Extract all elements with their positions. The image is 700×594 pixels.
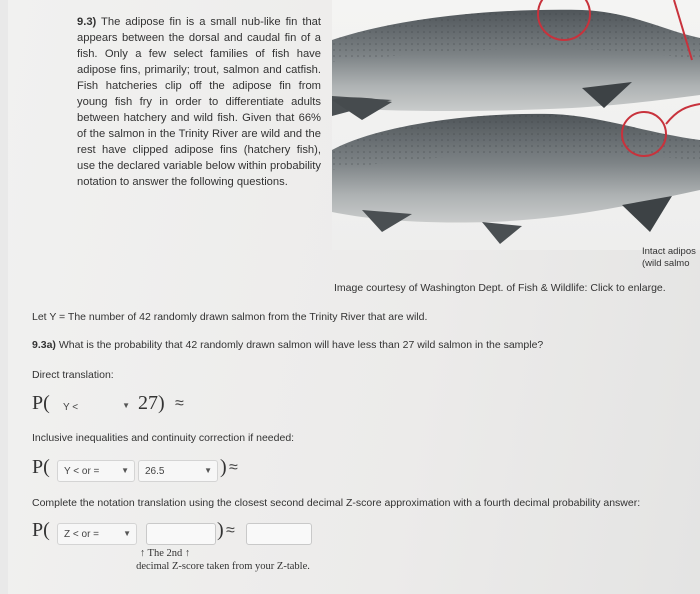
inclusive-value: 26.5 (145, 465, 165, 477)
image-credit-link[interactable]: Image courtesy of Washington Dept. of Fish & Wildlife: Click to enlarge. (334, 282, 666, 294)
caption-line-1: Intact adipos (642, 246, 696, 257)
photo-caption (642, 246, 700, 270)
direct-dropdown-value: Y < (63, 401, 79, 413)
direct-approx-symbol: ≈ (175, 395, 184, 412)
chevron-down-icon: ▼ (123, 529, 131, 538)
inclusive-inequality-dropdown[interactable] (57, 460, 135, 482)
inclusive-p-symbol: P( (32, 456, 50, 478)
probability-answer-input[interactable] (246, 523, 312, 545)
chevron-down-icon: ▼ (121, 466, 129, 475)
inclusive-approx-symbol: ≈ (229, 459, 238, 476)
chevron-down-icon: ▼ (122, 401, 130, 410)
zscore-close-paren: ) (217, 519, 224, 541)
question-text: What is the probability that 42 randomly drawn salmon will have less than 27 wild salmon in the sample? (58, 339, 544, 351)
zscore-p-symbol: P( (32, 519, 50, 541)
zscore-note-text: decimal Z-score taken from your Z-table. (136, 561, 310, 572)
direct-inequality-dropdown[interactable] (57, 396, 135, 418)
zscore-approx-symbol: ≈ (226, 522, 235, 539)
question-9-3a (32, 339, 543, 351)
zscore-inequality-dropdown[interactable] (57, 523, 137, 545)
top-fish (332, 10, 700, 116)
zscore-note-arrows: ↑ The 2nd ↑ (139, 548, 191, 559)
zscore-dropdown-value: Z < or = (64, 528, 100, 540)
variable-definition: Let Y = The number of 42 randomly drawn salmon from the Trinity River that are wild. (32, 311, 428, 323)
problem-text: The adipose fin is a small nub-like fin that appears between the dorsal and caudal fin of a fish. Only a few select families of fish have adipose fins, primarily; trout, salmon and catfish. Fish hatcheries clip off the adipose fin from young fish fry in order to differentiate adults between hatchery and wild fish. Given that 66% of the salmon in the Trinity River are wild and the rest have clipped adipose fins (hatchery fish), use the declared variable below within probability notation to answer the following questions. (77, 16, 321, 188)
salmon-photo[interactable] (332, 0, 700, 250)
inclusive-close-paren: ) (220, 456, 227, 478)
zscore-heading: Complete the notation translation using the closest second decimal Z-score approximation with a fourth decimal probability answer: (32, 497, 641, 509)
direct-translation-heading: Direct translation: (32, 369, 114, 381)
question-label: 9.3a) (32, 339, 56, 351)
zscore-input[interactable] (146, 523, 216, 545)
chevron-down-icon: ▼ (204, 466, 212, 475)
salmon-illustration (332, 0, 700, 250)
direct-p-symbol: P( (32, 392, 50, 414)
caption-line-2: (wild salmo (642, 258, 690, 269)
inclusive-heading: Inclusive inequalities and continuity correction if needed: (32, 432, 295, 444)
problem-intro (77, 14, 321, 190)
inclusive-dropdown-value: Y < or = (64, 465, 100, 477)
inclusive-value-dropdown[interactable] (138, 460, 218, 482)
problem-number: 9.3) (77, 16, 97, 28)
bottom-fish (332, 97, 700, 244)
direct-value: 27) (138, 392, 165, 414)
